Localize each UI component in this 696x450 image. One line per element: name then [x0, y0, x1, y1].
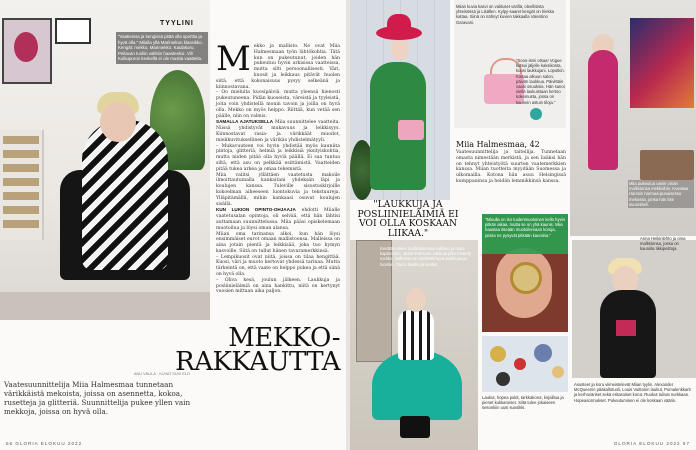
byline: ANU VÄLILÄ · KUVAT SUVI ELO	[134, 372, 190, 376]
side-table	[640, 150, 694, 180]
striped-sweater	[398, 310, 434, 360]
subheading: SAMALLA AJATUKSELLA	[216, 119, 274, 125]
paragraph: – Oo mieluita kuosipäiviä, mutta yleensä hienosti pukeutuneena. Pidän kuoseista, väreistä ja tyyleistä, joita voin yhdistellä monin tavoin ja joilla on hyvä olla. Mekko on myös helppo. Riittää, kun vetää sen päälle, niin on valmis.	[216, 90, 340, 119]
paragraph: ekko ja mallisto. Ne ovat Miia Halmesmaan työn lähtökohtia. Tätä kun on pukeutunut, joiden hän pukeutuu hyvin arkisissa vaatteissa, mutta silti persoonallisesti. Väri, kuosit ja leikkaus pitävät huolen siitä, että kokonaisuus pysyy selkeänä ja kiinnostavana.	[216, 44, 340, 90]
subheading: KUN LUKION OPINTO-OHJAAJA	[216, 207, 296, 213]
subject-face	[391, 38, 409, 60]
leather-jacket-photo	[572, 240, 696, 378]
paragraph: Miian oma tarinansa alkoi, kun hän löysi ensimmäiset eurot omaan mallistoonsa. Malleissa on aina jotain pientä ja leikkisää, joka tuo hymyn kasvoille. Siitä on tullut hänen tavaramerkkinsä.	[216, 231, 340, 254]
pull-quote: "LAUKKUJA JA POSLIINIELÄIMIÄ EI VOI OLLA KOSKAAN LIIKAA."	[357, 199, 459, 239]
teal-tulle-skirt	[372, 350, 462, 420]
wall-artwork-small	[55, 18, 91, 44]
black-boots	[400, 416, 430, 438]
subject-face	[100, 102, 136, 142]
caption-box: "Minulla on iso tuulenmuotoinen kello hyvin pitkän aikaa, mutta se on yhä kaunis. Miia haastaa itseään muotoilemaan koruja, joissa ne pysyvät pitkään kauniina."	[482, 214, 568, 254]
paragraph: Miia suunnittelee vaatteita. Niissä yhdistyvät mukavuus ja leikkisyys. Kiinnostavat rasia- ja värikkäät muodot, mielikuvituksellinen ja värikäs yhdistelmätyyli.	[216, 120, 340, 143]
paragraph: – Lempikuosit ovat niitä, joissa on tilaa hengittää. Kuosi, väri ja muoto kertovat yhdessä tarinaa. Mutta tärkeintä on, että vaate on helppo pukea ja että siinä on hyvä olla.	[216, 254, 340, 278]
drop-cap: M	[216, 39, 251, 79]
paragraph: ehdotti Miialle vaatetusalan opintoja, oli selvää, että hän lähtisi auttamaan suunnittelussa. Miia pääsi opiskelemaan muotoilua ja löysi oman alansa.	[216, 208, 341, 231]
caption: Asusteet ja koru viimeistelevät Miian tyylin. Alexander McQueenin pääkallotuoli, Louis Vuittonin laukut, Pumalenkkarit ja kerhoväriset sekä eritasoiset korut. Ruukut tulivat nurkkaan. Hopeasormukset. Pukeutuminen ei ole koskaan väärin.	[574, 382, 691, 403]
wall-artwork	[2, 18, 52, 84]
subject-face	[406, 288, 426, 312]
photo-caption: "Vaatteissa ja kengissä pitää olla sporttia ja hyvä olla." Miialla yllä Marimekon klassikko. Kengät: mekko, Marimekko. Kaulakoru, Pellavan tuoliin valittiin haasteeksi. Vill Kulkupuron keskellä ei ole mustia vaatteita.	[116, 32, 208, 64]
section-tag: TYYLINI	[160, 20, 194, 27]
caption: Miia pukeutuu usein oman mallistonsa mekkoihin. Kuvassa Hamsin harmaa-punaisessa mekossa, jonka hän itse suunnitteli.	[628, 180, 694, 208]
pink-outfit	[588, 50, 618, 170]
paragraph: – Oliva kesä, joulun jälkeen. Laukkuja ja posliinieläimiä on aina hankittu, niitä on kertynyt vuosien mittaan aika paljon.	[216, 277, 340, 295]
paragraph: – Mukavuuteen voi hyvin yhdistää myös kauniita pintoja, glitteriä, helmiä ja leikkisiä yksityiskohtia, mutta niiden pitää olla hyviä päällä. Ei saa tuntua siltä, että asu on pelkkää esittämistä. Vaatteiden pitää tukea arkea ja omaa tekemistä.	[216, 143, 340, 172]
handbag-photo	[454, 0, 566, 128]
pink-accent	[616, 320, 636, 336]
pink-hat-brim	[376, 26, 422, 40]
page-folio: GLORIA ELOKUU 2022 57	[613, 441, 690, 446]
headline: MEKKO-RAKKAUTTA	[175, 323, 340, 377]
caption: Laukut, hopea pukit, tarkkakorut, kirjailtua ja pienet kukkaroiset. Siitä tulee jokaiseen sesonkiin uusi suosikki.	[482, 395, 564, 411]
green-coat-photo	[350, 0, 450, 200]
turquoise-gem	[530, 108, 542, 120]
left-page	[0, 0, 346, 450]
right-page	[350, 0, 696, 450]
profile-heading: Miia Halmesmaa, 42	[456, 140, 540, 149]
bookshelf	[0, 130, 44, 240]
caption: Anna Heikinlehto ja oma mallistonsa, jossa on kauniita tikkipeittoja.	[640, 236, 686, 252]
floor	[0, 292, 210, 320]
jewelry-photo	[482, 336, 568, 392]
paragraph: Miia valitsi yllättäen vaatetusta makoile ilmoittautumalla kankaitani yhdeksän läpi ja koulujen kanssa. Tuleville sisustuskirjoille kokoelman aiheeseen luontokuvia ja tekstuureja. Ylläpitämällä, mihin kankaasi osuvat koulujen sisällä.	[216, 172, 340, 207]
striped-dress	[82, 120, 168, 270]
caption: "Sooo-ismi otsaa! Vogue kutsui jäljelle kaksikosta, kuusi laukkujani. Loputkin. Kattaa alkuun salon, päivän laukkua. Päivittäin vaatii osuuksia. Hän sanoi siellä laukuistaan kertoo kokemusta, jossa on kaunein astuin tiloja."	[516, 58, 565, 105]
colorful-painting	[630, 18, 694, 108]
striped-sweater-photo	[350, 240, 478, 450]
pink-handbag	[398, 120, 424, 140]
gold-watch	[510, 262, 542, 294]
profile-text: Vaatesuunnittelija ja taiteilija. Tunnetaan omasta nimestään merkistä, ja sen lisäksi hän on tehnyt yhteistyötä suurten vaatemerkkien kanssa. Miian tuotteita myydään Suomessa ja ulkomailla. Kotona hän asuu Helsingissä kumppaninsa ja heidän lemmikkinsä kanssa.	[456, 150, 566, 184]
caption: Kevättä omien mallistoittensa kukkien ja tuote kapteenien, Jesse Karisuon valinnat joka Finnery mekko, Driftertan on mielestä hyvä laukkuna ja tuontiin, Gucci laukku ja kenkiä.	[380, 246, 472, 267]
caption: Miian kuvia kasvi on valituset värillä, oleellisista yhteisössä ja Lisällen. Kylpy-saaret kengät on hiekka kattaa. Siinä on nähnyt kuvien takkaalla Valentino Garavani.	[456, 4, 554, 25]
page-folio: 56 GLORIA ELOKUU 2022	[6, 441, 83, 446]
article-column	[216, 39, 341, 332]
lead-paragraph: Vaatesuunnittelija Miia Halmesmaa tunnetaan värikkäistä mekoista, joissa on asennetta, kokoa, rusetteja ja glitteriä. Suunnittelija pukee yllen vain mekkoja, joissa on hyvä olla.	[4, 380, 191, 416]
